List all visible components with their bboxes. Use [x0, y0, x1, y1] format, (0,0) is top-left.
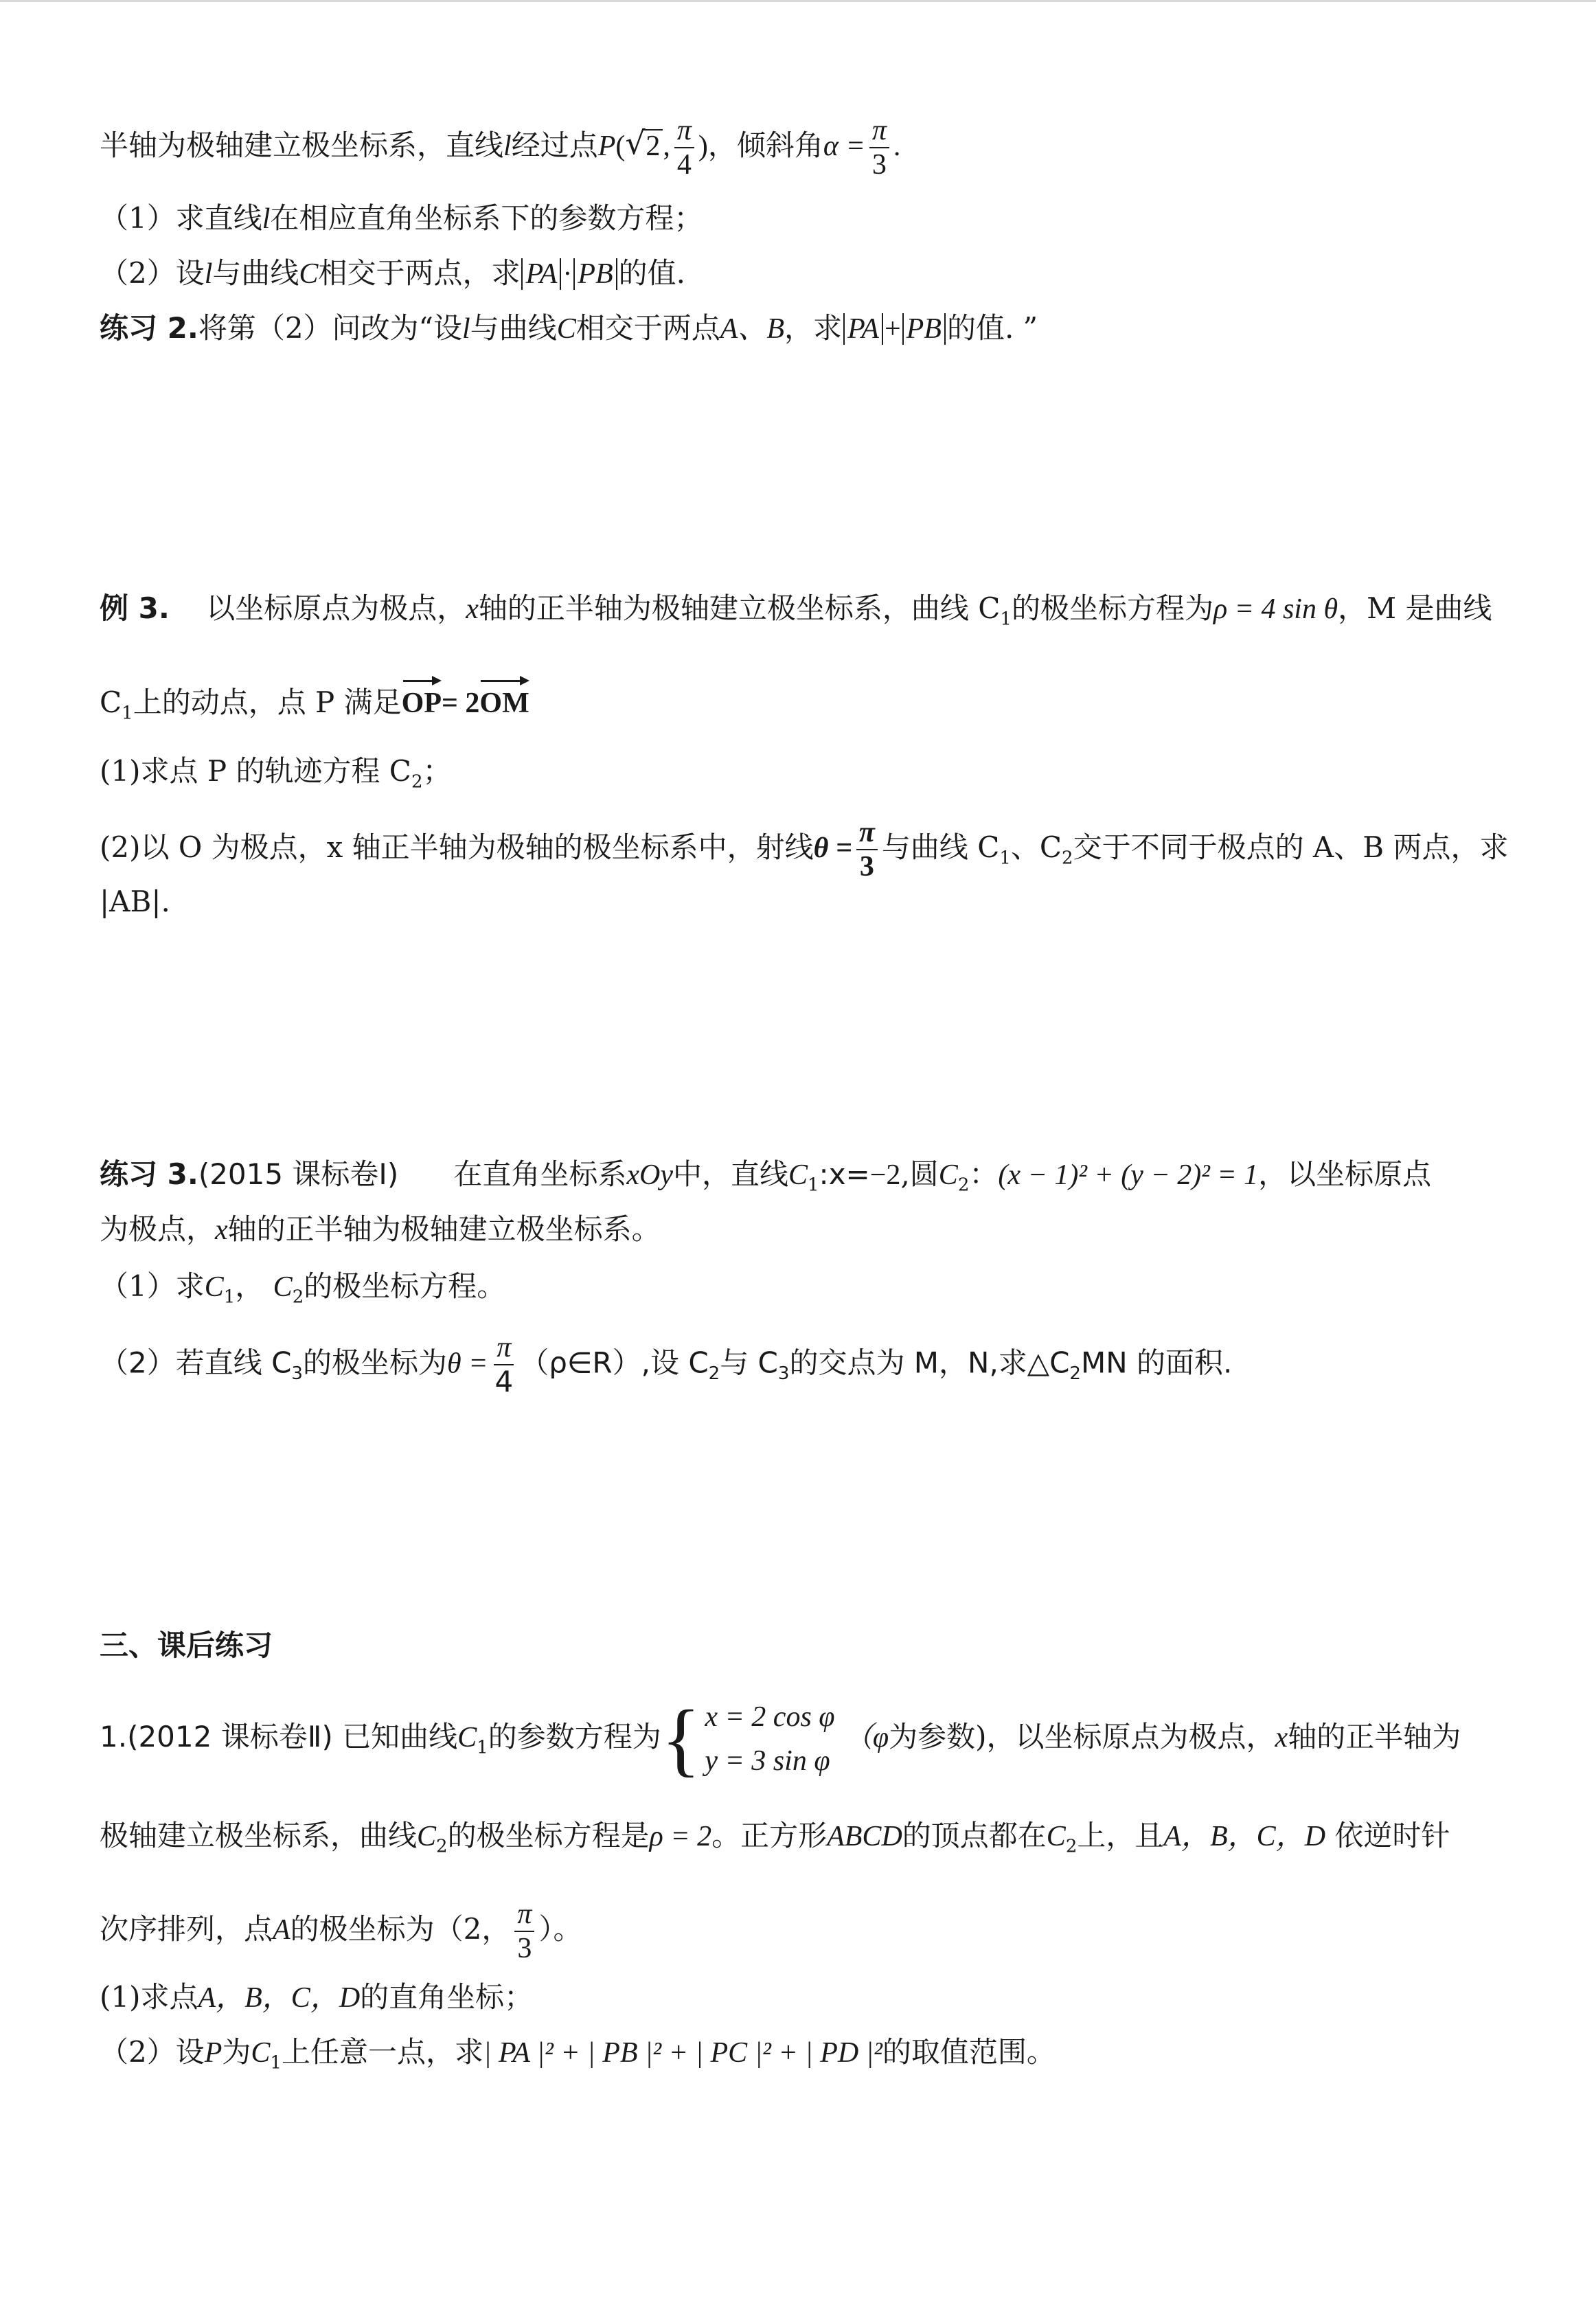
- example-3-label: 例 3.: [100, 591, 170, 625]
- question-2-line: （2）设l与曲线C相交于两点，求 PA · PB 的值.: [100, 256, 686, 290]
- fraction-pi-3: $\frac{\pi}{3}$: [869, 115, 889, 180]
- section-heading: 三、课后练习: [100, 1628, 273, 1662]
- homework-1-line: 1.(2012 课标卷Ⅱ) 已知曲线$C_1$的参数方程为 { x = 2 cos φ y = 3 sin φ （φ为参数)，以坐标原点为极点，x轴的正半轴为: [100, 1693, 1461, 1784]
- example-3-q2: (2)以 O 为极点，x 轴正半轴为极轴的极坐标系中，射线θ = $\frac{\pi}{3}$ 与曲线 $C_1$、$C_2$交于不同于极点的 A、B 两点，求: [100, 817, 1509, 883]
- abs-PA: PA: [521, 258, 561, 290]
- example-3-q1: (1)求点 P 的轨迹方程 $C_2$；: [100, 754, 452, 793]
- homework-1-q1: (1)求点A，B，C，D的直角坐标；: [100, 1980, 534, 2014]
- practice-2-line: 练习 2.将第（2）问改为“设l与曲线C相交于两点A、B，求 PA + PB 的值. ”: [100, 311, 1038, 345]
- fraction-pi-4: $\frac{\pi}{4}$: [674, 115, 694, 180]
- parametric-system: { x = 2 cos φ y = 3 sin φ: [661, 1693, 835, 1784]
- example-3-line: 例 3. 以坐标原点为极点，x轴的正半轴为极轴建立极坐标系，曲线 $C_1$的极坐标方程为ρ = 4 sin θ，M 是曲线: [100, 591, 1492, 630]
- practice-3-line-2: 为极点，x轴的正半轴为极轴建立极坐标系。: [100, 1212, 661, 1246]
- practice-3-q1: （1）求$C_1$， $C_2$的极坐标方程。: [100, 1269, 506, 1308]
- sqrt-two: √ 2: [625, 126, 663, 166]
- homework-1-line-2: 极轴建立极坐标系，曲线$C_2$的极坐标方程是ρ = 2。正方形ABCD的顶点都在$C_2$上，且A，B，C，D 依逆时针: [100, 1819, 1450, 1857]
- homework-1-q2: （2）设P为$C_1$上任意一点，求| PA |² + | PB |² + | PC |² + | PD |²的取值范围。: [100, 2035, 1056, 2074]
- example-3-line-2: $C_1$上的动点，点 P 满足OP= 2OM: [100, 685, 529, 724]
- problem-text-line: 半轴为极轴建立极坐标系，直线l经过点P( √ 2, $\frac{\pi}{4}$ )，倾斜角α = $\frac{\pi}{3}$ .: [100, 115, 901, 181]
- vector-OP: OP: [402, 684, 442, 723]
- practice-3-label: 练习 3.: [100, 1157, 198, 1191]
- vector-OM: OM: [479, 684, 529, 723]
- example-3-q2-cont: |AB|.: [100, 885, 170, 918]
- practice-3-q2: （2）若直线 $C_3$的极坐标为θ = $\frac{\pi}{4}$ （ρ∈R）,设 $C_2$与 $C_3$的交点为 M，N,求$\triangle C_2MN$ 的面积.: [100, 1332, 1233, 1399]
- question-1-line: （1）求直线l在相应直角坐标系下的参数方程；: [100, 201, 703, 235]
- practice-2-label: 练习 2.: [100, 311, 198, 345]
- homework-1-line-3: 次序排列，点A的极坐标为（2， $\frac{\pi}{3}$ ）。: [100, 1898, 582, 1965]
- top-rule: [0, 0, 1596, 2]
- practice-3-line: 练习 3.(2015 课标卷Ⅰ) 在直角坐标系xOy中，直线$C_1:x=-2$,圆$C_2$：(x − 1)² + (y − 2)² = 1，以坐标原点: [100, 1157, 1432, 1196]
- abs-PB: PB: [573, 258, 617, 290]
